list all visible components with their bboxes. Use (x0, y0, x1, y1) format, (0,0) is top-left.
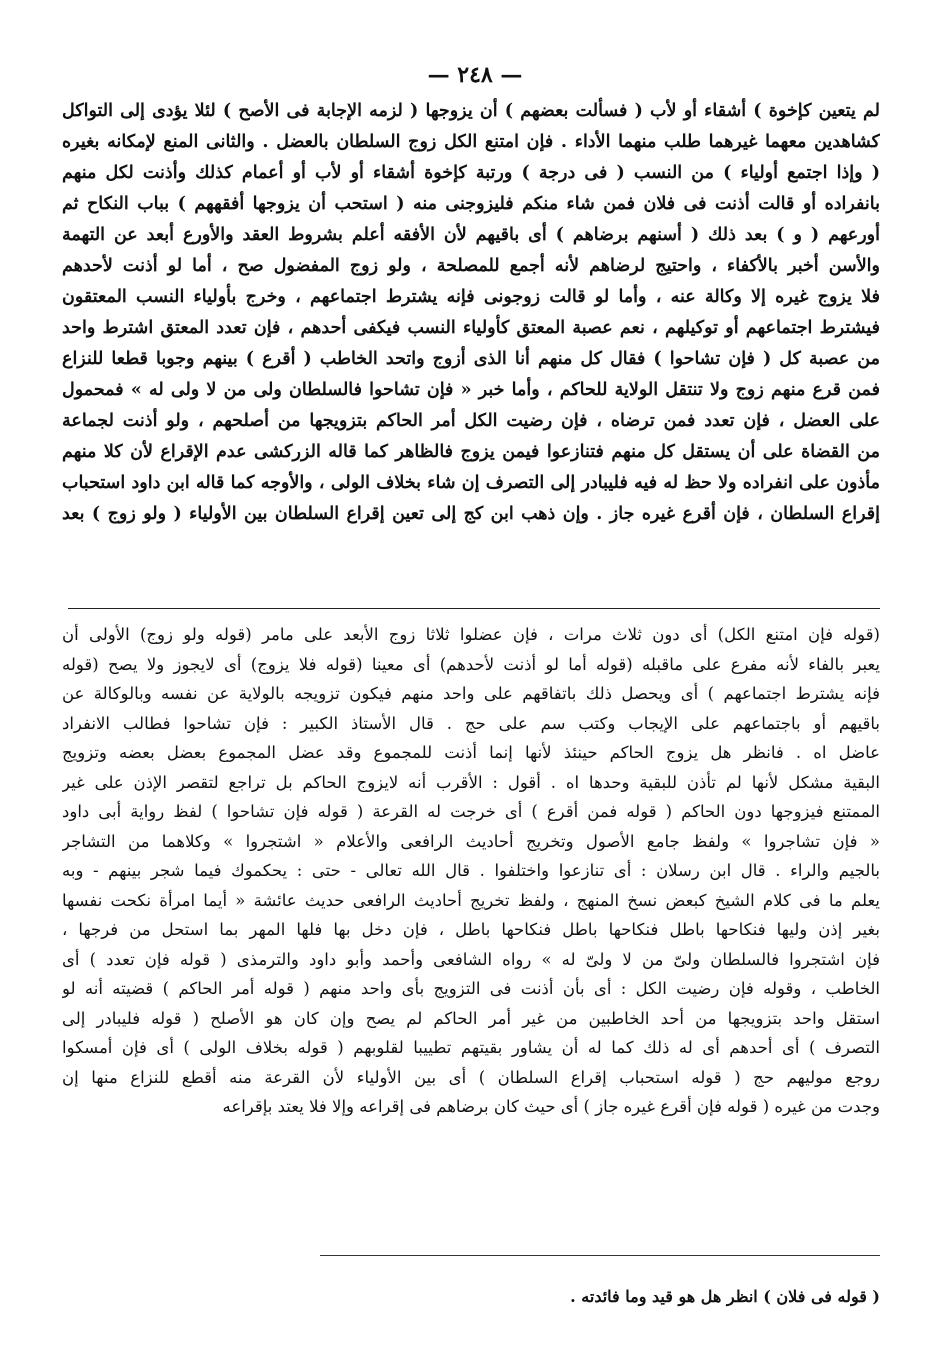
footnote-divider (320, 1255, 880, 1256)
commentary-line: يعبر بالفاء لأنه مفرع على ماقبله (قوله أما لو أذنت لأحدهم) أى معينا (قوله فلا يزوج) أى لايجوز ولا يصح (قوله (62, 654, 880, 674)
commentary-line: (قوله فإن امتنع الكل) أى دون ثلاث مرات ، فإن عضلوا ثلاثا زوج الأبعد على مامر (قوله ولو زوج) الأولى أن (62, 625, 880, 644)
main-text-line: مأذون على انفراده ولا حظ له فيه فليبادر إلى التصرف إن شاء بخلاف الولى ، والأوجه كما قاله ابن داود استحباب (62, 473, 880, 493)
main-text-line: على العضل ، فإن تعدد فمن ترضاه ، فإن رضيت الكل أمر الحاكم بتزويجها من أصلحهم ، ولو أذنت لجماعة (62, 411, 880, 431)
main-text-line: لم يتعين كإخوة ) أشقاء أو لأب ( فسألت بعضهم ) أن يزوجها ( لزمه الإجابة فى الأصح ) لئلا يؤدى إلى التواكل (62, 101, 880, 121)
commentary-line: البقية مشكل لأنها لم تأذن للبقية وحدها اه . أقول : الأقرب أنه لايزوج الحاكم بل تراجع لتقصر الإذن على غير (62, 772, 880, 792)
commentary-line: الممتنع فيزوجها دون الحاكم ( قوله فمن أقرع ) أى خرجت له القرعة ( قوله فإن تشاحوا ) لفظ رواية أبى داود (62, 802, 880, 821)
commentary-line: بالجيم والراء . قال ابن رسلان : أى تنازعوا واختلفوا . قال الله تعالى - حتى : يحكموك فيما شجر بينهم - وبه (62, 861, 880, 880)
commentary-line: استقل واحد بتزويجها من أحد الخاطبين من غير أمر الحاكم لم يصح وإن كان هو الأصلح ( قوله فليبادر إلى (62, 1008, 880, 1028)
main-text-line: إقراع السلطان ، فإن أقرع غيره جاز . وإن ذهب ابن كج إلى تعين إقراع السلطان بين الأولياء ( ولو زوج ) بعد (62, 504, 880, 524)
page-number: — ٢٤٨ — (427, 62, 523, 88)
main-text-line: بانفراده أو قالت أذنت فى فلان فمن شاء منكم فليزوجنى منه ( استحب أن يزوجها أفقههم ) بباب النكاح ثم (62, 194, 880, 214)
commentary-line: فإنه يشترط اجتماعهم ) أى ويحصل ذلك باتفاقهم على واحد منهم فيكون تزويجه بالولاية عن نفسه وبالوكالة عن (62, 684, 880, 703)
main-text-line: كشاهدين معهما غيرهما طلب منهما الأداء . فإن امتنع الكل زوج السلطان بالعضل . والثانى المنع لإمكانه بغيره (62, 132, 880, 152)
main-text-line: فمن قرع منهم زوج ولا تنتقل الولاية للحاكم ، وأما خبر « فإن تشاحوا فالسلطان ولى من لا ولى له » فمحمول (62, 380, 880, 400)
commentary-line: الخاطب ، وقوله فإن رضيت الكل : أى بأن أذنت فى التزويج بأى واحد منهم ( قوله أمر الحاكم ) قضيته أنه لو (62, 979, 880, 998)
main-text-line: أورعهم ( و ) بعد ذلك ( أسنهم برضاهم ) أى باقيهم لأن الأفقه أعلم بشروط العقد والأورع أبعد عن التهمة (62, 225, 880, 245)
commentary-line: يعلم ما فى كلام الشيخ كبعض نسخ المنهج ، ولفظ تخريج أحاديث الرافعى حديث عائشة « أيما امرأة نكحت نفسها (62, 890, 880, 910)
main-text-line: من القضاة على أن يستقل كل منهم فتنازعوا فيمن يزوج فالظاهر كما قاله الزركشى عدم الإقراع لأن كلا منهم (62, 442, 880, 462)
main-text-line: من عصبة كل ( فإن تشاحوا ) فقال كل منهم أنا الذى أزوج واتحد الخاطب ( أقرع ) بينهم وجوبا قطعا للنزاع (62, 349, 880, 369)
commentary-line: التصرف ) أى أحدهم أى له ذلك كما له أن يشاور بقيتهم تطييبا لقلوبهم ( قوله بخلاف الولى ) أى فإن أمسكوا (62, 1038, 880, 1057)
commentary-line: عاضل اه . فانظر هل يزوج الحاكم حينئذ لأنها إنما أذنت للمجموع وقد عضل المجموع بعضل بعضه وتزويج (62, 743, 880, 762)
footnote: ( قوله فى فلان ) انظر هل هو قيد وما فائدته . (570, 1287, 880, 1306)
commentary-line: بغير إذن وليها فنكاحها باطل فنكاحها باطل فنكاحها باطل ، فإن دخل بها فلها المهر بما استحل من فرجها ، (62, 920, 880, 939)
section-divider (68, 608, 880, 609)
commentary-line: فإن اشتجروا فالسلطان ولىّ من لا ولىّ له » رواه الشافعى وأحمد وأبو داود والترمذى ( قوله فإن تعدد ) أى (62, 949, 880, 969)
main-text-line: والأسن أخبر بالأكفاء ، واحتيج لرضاهم لأنه أجمع للمصلحة ، ولو زوج المفضول صح ، أما لو أذنت لأحدهم (62, 256, 880, 276)
main-text-line: ( وإذا اجتمع أولياء ) من النسب ( فى درجة ) ورتبة كإخوة أشقاء أو لأب أو أعمام كذلك وأذنت لكل منهم (62, 163, 880, 183)
main-text-line: فيشترط اجتماعهم أو توكيلهم ، نعم عصبة المعتق كأولياء النسب فيكفى أحدهم ، فإن تعدد المعتق اشترط واحد (62, 318, 880, 338)
commentary-block (62, 620, 880, 1122)
main-text-line: فلا يزوج غيره إلا وكالة عنه ، وأما لو قالت زوجونى فإنه يشترط اجتماعهم ، وخرج بأولياء النسب المعتقون (62, 287, 880, 307)
commentary-line: باقيهم أو باجتماعهم على الإيجاب وكتب سم على حج . قال الأستاذ الكبير : فإن تشاحوا فطالب الانفراد (62, 713, 880, 733)
commentary-line: « فإن تشاجروا » ولفظ جامع الأصول وتخريج أحاديث الرافعى والأعلام « اشتجروا » وكلاهما من التشاجر (62, 831, 880, 851)
commentary-line: وجدت من غيره ( قوله فإن أقرع غيره جاز ) أى حيث كان برضاهم فى إقراعه وإلا فلا يعتد بإقراعه (222, 1097, 880, 1116)
commentary-line: روجع موليهم حج ( قوله استحباب إقراع السلطان ) أى بين الأولياء لأن القرعة منه أقطع للنزاع منها إن (62, 1067, 880, 1087)
main-text-block (62, 96, 880, 530)
